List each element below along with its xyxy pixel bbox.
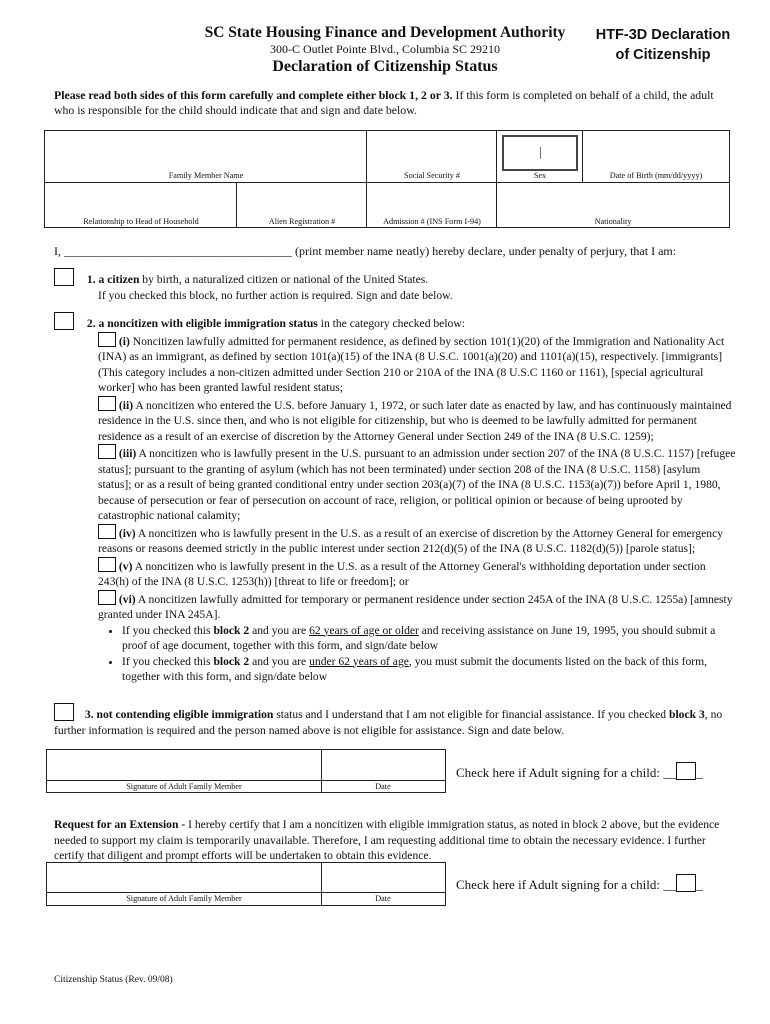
block-2-bold: a noncitizen with eligible immigration status	[98, 317, 318, 330]
text-cursor	[540, 147, 541, 159]
adult-for-child-checkbox-1[interactable]	[676, 762, 696, 780]
block-3-bold: not contending eligible immigration	[96, 708, 274, 721]
signature-label-1: Signature of Adult Family Member	[126, 782, 242, 791]
block-2	[54, 312, 736, 685]
option-v-label: (v)	[118, 559, 133, 573]
option-iv	[54, 524, 736, 557]
declaration-line	[54, 244, 736, 260]
option-i-checkbox[interactable]	[98, 332, 116, 347]
instructions	[54, 88, 734, 117]
option-i	[54, 332, 736, 396]
adult-for-child-checkbox-2[interactable]	[676, 874, 696, 892]
option-vi-checkbox[interactable]	[98, 590, 116, 605]
block-3-number: 3.	[84, 708, 94, 721]
option-iv-text: A noncitizen who is lawfully present in the U.S. as a result of an exercise of discretion by the Attorney General for emergency reasons or reasons deemed strictly in the public interest under section 212(d)(5) of the INA (8 U.S.C. 1182(d)(5)) [parole status];	[98, 526, 724, 555]
option-i-label: (i)	[118, 334, 130, 348]
block-1	[54, 268, 736, 303]
option-iii-label: (iii)	[118, 447, 137, 460]
block-3-text2: , no further information is required and the person named above is not eligible for assistance. Sign and date below.	[54, 708, 723, 737]
adult-for-child-1: Check here if Adult signing for a child: __ _	[456, 762, 703, 781]
instructions-text: If this form is completed on behalf of a child, the adult who is responsible for the child should indicate that and sign and date below.	[54, 88, 714, 117]
member-name-blank[interactable]: ______________________________________	[64, 244, 292, 258]
revision-note: Citizenship Status (Rev. 09/08)	[54, 975, 173, 985]
adult-for-child-2: Check here if Adult signing for a child: __ _	[456, 874, 703, 893]
block-3-text: status and I understand that I am not eligible for financial assistance. If you checked	[273, 708, 669, 721]
signature-label-2: Signature of Adult Family Member	[126, 894, 242, 903]
option-iii-checkbox[interactable]	[98, 444, 116, 459]
option-ii-checkbox[interactable]	[98, 396, 116, 411]
adult-for-child-label-1: Check here if Adult signing for a child:	[456, 765, 660, 780]
block-3-checkbox[interactable]	[54, 703, 74, 721]
option-ii-text: A noncitizen who entered the U.S. before January 1, 1972, or such later date as enacted by law, and has continuously maintained residence in the U.S. since then, and who is not eligible for citizenship, but who is deemed to be lawfully admitted for permanent residence as a result of an exercise of discretion by the Attorney General under Section 249 of the INA (8 U.S.C. 1259);	[98, 398, 732, 443]
form-id-line2: of Citizenship	[615, 47, 711, 63]
signature-area-1	[46, 749, 446, 793]
alien-registration-label: Alien Registration #	[268, 217, 336, 226]
form-id	[588, 25, 738, 65]
signature-line-1	[47, 780, 445, 781]
block-2-number: 2.	[86, 317, 96, 330]
option-v-checkbox[interactable]	[98, 557, 116, 572]
option-ii-label: (ii)	[118, 398, 134, 412]
dob-label: Date of Birth (mm/dd/yyyy)	[609, 171, 703, 180]
family-member-name-label: Family Member Name	[168, 171, 244, 180]
date-label-2: Date	[375, 894, 391, 903]
option-iii	[54, 444, 736, 524]
block-2-text: in the category checked below:	[317, 317, 465, 330]
ssn-label: Social Security #	[404, 171, 460, 180]
bullet-62-or-older: • If you checked this block 2 and you are 62 years of age or older and receiving assistance on June 19, 1995, you should submit a proof of age document, together with this form, and sign/date below	[122, 623, 736, 654]
block-3-ref: block 3	[669, 708, 705, 721]
signature-area-2	[46, 862, 446, 906]
declaration-prefix: I,	[54, 244, 64, 258]
block-1-bold: a citizen	[98, 273, 140, 286]
member-info-table	[44, 130, 730, 228]
admission-label: Admission # (INS Form I-94)	[383, 217, 481, 226]
block-1-number: 1.	[86, 273, 96, 286]
adult-for-child-label-2: Check here if Adult signing for a child:	[456, 877, 660, 892]
option-iii-text: A noncitizen who is lawfully present in the U.S. pursuant to an admission under section 207 of the INA (8 U.S.C. 1157) [refugee status]; pursuant to the granting of asylum (which has not been terminated) under section 208 of the INA (8 U.S.C. 1158) [asylum status]; or as a result of being granted conditional entry under section 203(a)(7) of the INA (8 U.S.C. 1153(a)(7)) before April 1, 1980, because of persecution or fear of persecution on account of race, religion, or political opinion or because of being uprooted by catastrophic national calamity;	[98, 447, 736, 522]
option-vi-label: (vi)	[118, 592, 136, 606]
sex-label: Sex	[533, 171, 547, 180]
form-id-line1: HTF-3D Declaration	[595, 27, 731, 43]
block-2-checkbox[interactable]	[54, 312, 74, 330]
option-iv-label: (iv)	[118, 526, 136, 540]
extension-heading: Request for an Extension -	[54, 818, 186, 831]
option-ii	[54, 396, 736, 445]
option-v-text: A noncitizen who is lawfully present in the U.S. as a result of the Attorney General's withholding deportation under section 243(h) of the INA (8 U.S.C. 1253(h)) [threat to life or freedom]; or	[98, 559, 706, 588]
block-2-notes	[54, 623, 736, 685]
block-1-text: by birth, a naturalized citizen or national of the United States.	[139, 273, 429, 286]
option-vi	[54, 590, 736, 623]
nationality-label: Nationality	[594, 217, 632, 226]
extension-text: I hereby certify that I am a noncitizen with eligible immigration status, as noted in block 2 above, but the evidence needed to support my claim is temporarily unavailable. Therefore, I am requesting additional time to obtain the necessary evidence. I further certify that diligent and prompt efforts will be undertaken to obtain this evidence.	[54, 818, 720, 862]
bullet-under-62: • If you checked this block 2 and you are under 62 years of age, you must submit the documents listed on the back of this form, together with this form, and sign/date below	[122, 654, 736, 685]
option-i-text: Noncitizen lawfully admitted for permanent residence, as defined by section 101(1)(20) of the Immigration and Nationality Act (INA) as an immigrant, as defined by section 101(a)(15) of the INA (8 U.S.C. 1001(a)(20) and 1101(a)(15), respectively. [immigrants] (This category includes a non-citizen admitted under Section 210 or 210A of the INA (8 U.S.C 1160 or 1161), [special agricultural worker] who has been granted lawful resident status;	[98, 334, 725, 394]
relationship-label: Relationship to Head of Household	[83, 217, 199, 226]
signature-line-2	[47, 892, 445, 893]
instructions-bold: Please read both sides of this form carefully and complete either block 1, 2 or 3.	[54, 88, 453, 102]
sex-input-box[interactable]	[502, 135, 578, 171]
block-1-note: If you checked this block, no further action is required. Sign and date below.	[98, 288, 453, 302]
option-iv-checkbox[interactable]	[98, 524, 116, 539]
form-title: Declaration of Citizenship Status	[272, 58, 498, 75]
organization-address: 300-C Outlet Pointe Blvd., Columbia SC 29210	[269, 42, 500, 56]
organization-name: SC State Housing Finance and Development Authority	[204, 24, 566, 41]
date-label-1: Date	[375, 782, 391, 791]
declaration-suffix: (print member name neatly) hereby declare, under penalty of perjury, that I am:	[292, 244, 677, 258]
option-v	[54, 557, 736, 590]
block-1-checkbox[interactable]	[54, 268, 74, 286]
option-vi-text: A noncitizen lawfully admitted for temporary or permanent residence under section 245A of the INA (8 U.S.C. 1255a) [amnesty granted under INA 245A].	[98, 592, 733, 621]
block-3	[54, 703, 736, 738]
extension-request	[54, 817, 736, 864]
